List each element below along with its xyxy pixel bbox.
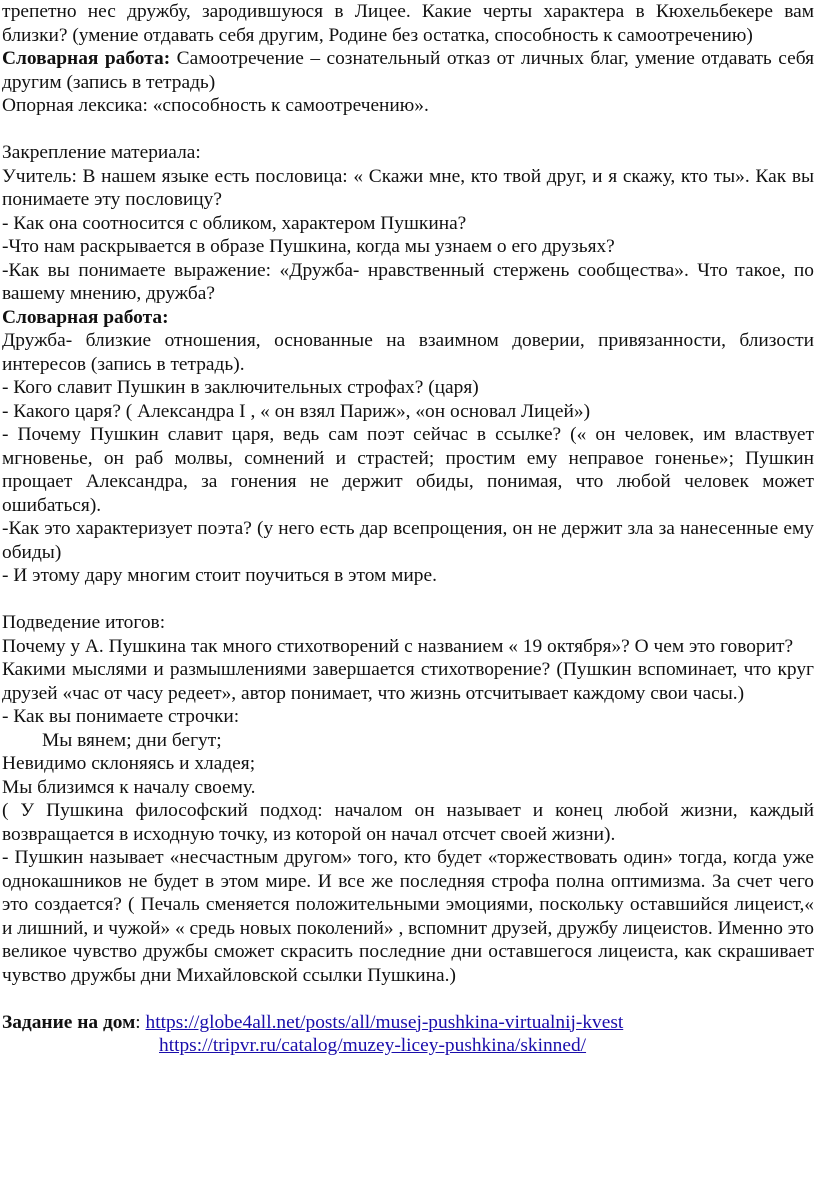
- question-line: - Как она соотносится с обликом, характером Пушкина?: [2, 212, 467, 234]
- homework-line: [2, 1011, 814, 1035]
- verse-line: Невидимо склоняясь и хладея;: [2, 753, 256, 774]
- homework-link-globe4all[interactable]: https://globe4all.net/posts/all/musej-pushkina-virtualnij-kvest: [145, 1011, 624, 1033]
- paragraph-vocabulary-1: [2, 47, 814, 94]
- section-heading-consolidation: Закрепление материала:: [2, 142, 201, 163]
- paragraph-friendship-definition: Дружба- близкие отношения, основанные на взаимном доверии, привязанности, близости интересов (запись в тетрадь).: [2, 330, 814, 375]
- verse-line: Мы близимся к началу своему.: [2, 776, 256, 798]
- question-line: - Какого царя? ( Александра I , « он взял Париж», «он основал Лицей»): [2, 400, 591, 422]
- homework-label: Задание на дом: [2, 1011, 136, 1033]
- question-line: Почему у А. Пушкина так много стихотворений с названием « 19 октября»? О чем это говорит?: [2, 635, 794, 657]
- statement-line: - И этому дару многим стоит поучиться в этом мире.: [2, 565, 437, 586]
- vocabulary-heading: Словарная работа:: [2, 306, 169, 328]
- question-line: -Как вы понимаете выражение: «Дружба- нравственный стержень сообщества». Что такое, по вашему мнению, дружба?: [2, 259, 814, 304]
- question-line: - Кого славит Пушкин в заключительных строфах? (царя): [2, 377, 479, 398]
- homework-colon: :: [135, 1011, 146, 1033]
- spacer: [2, 987, 814, 1011]
- paragraph-teacher-proverb: Учитель: В нашем языке есть пословица: « Скажи мне, кто твой друг, и я скажу, кто ты». Как вы понимаете эту пословицу?: [2, 165, 814, 210]
- spacer: [2, 588, 814, 612]
- paragraph-key-vocabulary: Опорная лексика: «способность к самоотречению».: [2, 95, 429, 116]
- paragraph-kuchelbecker: трепетно нес дружбу, зародившуюся в Лицее. Какие черты характера в Кюхельбекере вам близки? (умение отдавать себя другим, Родине без остатка, способность к самоотречению): [2, 1, 814, 46]
- verse-line: Мы вянем; дни бегут;: [42, 729, 222, 751]
- section-heading-summary: Подведение итогов:: [2, 612, 166, 633]
- question-line: Какими мыслями и размышлениями завершается стихотворение? (Пушкин вспоминает, что круг друзей «час от часу редеет», автор понимает, что жизнь отсчитывает каждому свои часы.): [2, 659, 814, 704]
- homework-link-line: [2, 1034, 814, 1058]
- vocabulary-label: Словарная работа:: [2, 48, 171, 69]
- paragraph-unhappy-friend: - Пушкин называет «несчастным другом» того, кто будет «торжествовать один» тогда, когда уже однокашников не будет в этом мире. И все же последняя строфа полна оптимизма. За счет чего это создается? ( Печаль сменяется положительными эмоциями, поскольку оставшийся лицеист,« и лишний, и чужой» « средь новых поколений» , вспомнит друзей, дружбу лицеистов. Именно это великое чувство дружбы сможет скрасить последние дни оставшегося лицеиста, как скрашивает чувство дружбы дни Михайловской ссылки Пушкина.): [2, 847, 814, 986]
- question-line: - Как вы понимаете строчки:: [2, 706, 240, 727]
- homework-link-tripvr[interactable]: https://tripvr.ru/catalog/muzey-licey-pushkina/skinned/: [159, 1035, 587, 1056]
- paragraph-philosophy: ( У Пушкина философский подход: началом он называет и конец любой жизни, каждый возвращается в исходную точку, из которой он начал отсчет своей жизни).: [2, 800, 814, 845]
- question-line: - Почему Пушкин славит царя, ведь сам поэт сейчас в ссылке? (« он человек, им властвует мгновенье, он раб молвы, сомнений и страстей; простим ему неправое гоненье»; Пушкин прощает Александра, за гонения не держит обиды, понимая, что любой человек может ошибаться).: [2, 424, 814, 516]
- question-line: -Что нам раскрывается в образе Пушкина, когда мы узнаем о его друзьях?: [2, 236, 615, 257]
- spacer: [2, 118, 814, 142]
- question-line: -Как это характеризует поэта? (у него есть дар всепрощения, он не держит зла за нанесенные ему обиды): [2, 518, 814, 563]
- vocabulary-text: Самоотречение – сознательный отказ от личных благ, умение отдавать себя другим (запись в тетрадь): [2, 48, 814, 93]
